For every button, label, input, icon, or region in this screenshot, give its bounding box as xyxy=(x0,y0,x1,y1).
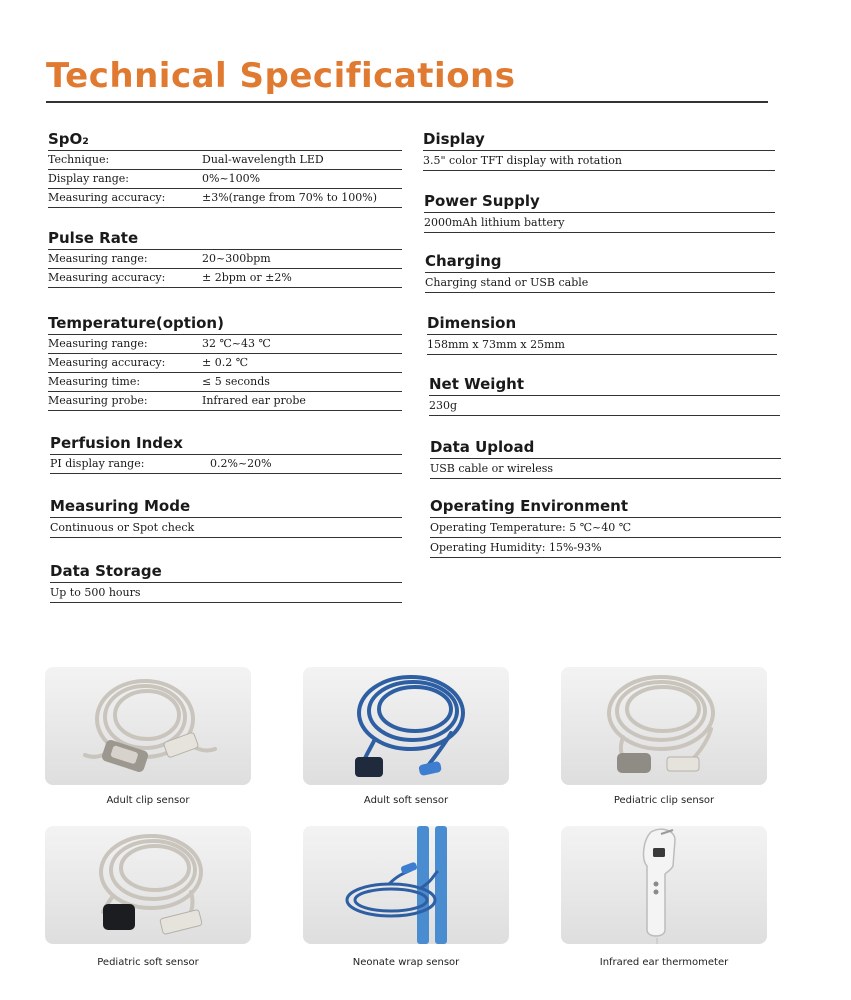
charging-section xyxy=(425,252,775,293)
accessory-caption: Neonate wrap sensor xyxy=(352,957,460,968)
spec-row xyxy=(48,170,402,189)
operating-temperature: Operating Temperature: 5 ℃~40 ℃ xyxy=(430,518,781,538)
spec-label: Measuring range: xyxy=(48,337,148,350)
ear-thermometer-icon xyxy=(561,826,767,944)
gray-cable-clip-sensor-icon xyxy=(45,667,251,785)
display-heading: Display xyxy=(423,130,775,151)
spec-label: PI display range: xyxy=(50,457,145,470)
accessory-caption: Pediatric clip sensor xyxy=(613,795,715,806)
pulse-rate-heading: Pulse Rate xyxy=(48,229,402,250)
spec-value: Dual-wavelength LED xyxy=(202,153,324,166)
spec-label: Measuring accuracy: xyxy=(48,191,166,204)
temperature-section xyxy=(48,314,402,411)
dimension-section xyxy=(427,314,777,355)
spec-value: ±3%(range from 70% to 100%) xyxy=(202,191,378,204)
measuring-mode-value: Continuous or Spot check xyxy=(50,518,402,538)
spec-value: 0.2%~20% xyxy=(210,457,272,470)
neonate-wrap-sensor-image xyxy=(303,826,509,944)
operating-environment-heading: Operating Environment xyxy=(430,497,781,518)
display-value: 3.5" color TFT display with rotation xyxy=(423,151,775,171)
spec-value: 32 ℃~43 ℃ xyxy=(202,337,271,350)
power-supply-value: 2000mAh lithium battery xyxy=(424,213,775,233)
spec-label: Measuring range: xyxy=(48,252,148,265)
gray-cable-soft-sensor-icon xyxy=(45,826,251,944)
accessory-caption: Pediatric soft sensor xyxy=(97,957,199,968)
spec-row xyxy=(48,392,402,411)
spec-label: Measuring accuracy: xyxy=(48,356,166,369)
spec-label: Measuring probe: xyxy=(48,394,148,407)
accessory-caption: Adult clip sensor xyxy=(106,795,190,806)
power-supply-section xyxy=(424,192,775,233)
power-supply-heading: Power Supply xyxy=(424,192,775,213)
accessory-caption: Adult soft sensor xyxy=(363,795,449,806)
title-divider xyxy=(46,101,768,103)
spec-label: Measuring time: xyxy=(48,375,141,388)
pediatric-clip-sensor-image xyxy=(561,667,767,785)
blue-wrap-sensor-icon xyxy=(303,826,509,944)
adult-clip-sensor-image xyxy=(45,667,251,785)
charging-value: Charging stand or USB cable xyxy=(425,273,775,293)
spec-row xyxy=(50,455,402,474)
measuring-mode-heading: Measuring Mode xyxy=(50,497,402,518)
accessory-caption: Infrared ear thermometer xyxy=(599,957,729,968)
net-weight-value: 230g xyxy=(429,396,780,416)
spec-value: ≤ 5 seconds xyxy=(202,375,270,388)
display-section xyxy=(423,130,775,171)
data-upload-section xyxy=(430,438,781,479)
spec-value: ± 2bpm or ±2% xyxy=(202,271,292,284)
spec-row xyxy=(48,250,402,269)
operating-humidity: Operating Humidity: 15%-93% xyxy=(430,538,781,558)
net-weight-heading: Net Weight xyxy=(429,375,780,396)
perfusion-index-heading: Perfusion Index xyxy=(50,434,402,455)
spec-label: Display range: xyxy=(48,172,129,185)
temperature-heading: Temperature(option) xyxy=(48,314,402,335)
spec-row xyxy=(48,373,402,392)
dimension-value: 158mm x 73mm x 25mm xyxy=(427,335,777,355)
spec-label: Technique: xyxy=(48,153,110,166)
spec-value: ± 0.2 ℃ xyxy=(202,356,249,369)
infrared-ear-thermometer-image xyxy=(561,826,767,944)
data-upload-heading: Data Upload xyxy=(430,438,781,459)
operating-environment-section xyxy=(430,497,781,558)
data-storage-section xyxy=(50,562,402,603)
spec-value: Infrared ear probe xyxy=(202,394,306,407)
perfusion-index-section xyxy=(50,434,402,474)
data-storage-heading: Data Storage xyxy=(50,562,402,583)
spec-row xyxy=(48,269,402,288)
spec-row xyxy=(48,335,402,354)
gray-cable-clip-sensor-icon xyxy=(561,667,767,785)
spec-row xyxy=(48,189,402,208)
pulse-rate-section xyxy=(48,229,402,288)
spo2-heading: SpO₂ xyxy=(48,130,402,151)
spec-value: 20~300bpm xyxy=(202,252,271,265)
spec-row xyxy=(48,354,402,373)
data-storage-value: Up to 500 hours xyxy=(50,583,402,603)
spo2-section xyxy=(48,130,402,208)
spec-value: 0%~100% xyxy=(202,172,261,185)
pediatric-soft-sensor-image xyxy=(45,826,251,944)
blue-cable-soft-sensor-icon xyxy=(303,667,509,785)
page-title: Technical Specifications xyxy=(46,56,516,96)
spec-row xyxy=(48,151,402,170)
data-upload-value: USB cable or wireless xyxy=(430,459,781,479)
dimension-heading: Dimension xyxy=(427,314,777,335)
net-weight-section xyxy=(429,375,780,416)
spec-label: Measuring accuracy: xyxy=(48,271,166,284)
charging-heading: Charging xyxy=(425,252,775,273)
measuring-mode-section xyxy=(50,497,402,538)
adult-soft-sensor-image xyxy=(303,667,509,785)
